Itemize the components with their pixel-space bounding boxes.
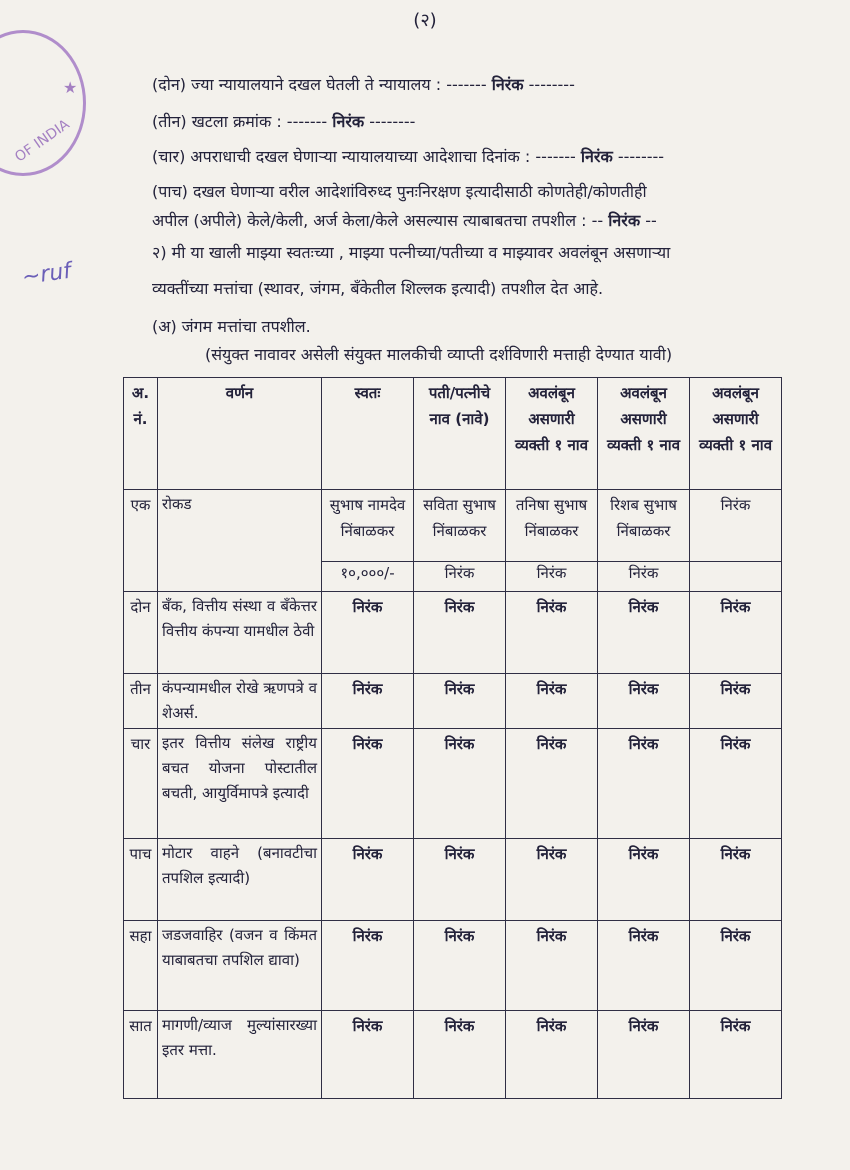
owner-name-cell: सविता सुभाष निंबाळकर	[414, 490, 506, 562]
table-row	[124, 1011, 782, 1099]
appeal-tail: --	[640, 211, 657, 230]
row-description: रोकड	[158, 490, 322, 592]
appeal-value: निरंक	[608, 211, 641, 230]
value-cell: निरंक	[414, 592, 506, 674]
header-dependent-1: अवलंबून असणारी व्यक्ती १ नाव	[506, 378, 598, 490]
case-number-value: निरंक	[332, 112, 365, 131]
value-cell: निरंक	[414, 729, 506, 839]
cash-amount-cell: निरंक	[414, 562, 506, 592]
signature: ~ruf	[20, 258, 73, 291]
star-icon: ★	[63, 78, 78, 97]
value-cell: निरंक	[690, 921, 782, 1011]
row-description: कंपन्यामधील रोखे ऋणपत्रे व शेअर्स.	[158, 674, 322, 729]
row-number: तीन	[124, 674, 158, 729]
value-cell: निरंक	[598, 592, 690, 674]
order-date-tail: --------	[612, 147, 665, 166]
movable-assets-heading: (अ) जंगम मत्तांचा तपशील.	[152, 317, 311, 336]
value-cell: निरंक	[690, 839, 782, 921]
header-dependent-2: अवलंबून असणारी व्यक्ती १ नाव	[598, 378, 690, 490]
header-dependent-3: अवलंबून असणारी व्यक्ती १ नाव	[690, 378, 782, 490]
header-serial: अ. नं.	[124, 378, 158, 490]
value-cell: निरंक	[506, 592, 598, 674]
value-cell: निरंक	[322, 729, 414, 839]
value-cell: निरंक	[690, 592, 782, 674]
case-number-line	[152, 111, 782, 133]
table-header-row	[124, 378, 782, 490]
section-2-line-1: २) मी या खाली माझ्या स्वतःच्या , माझ्या पत्नीच्या/पतीच्या व माझ्यावर अवलंबून असणाऱ्या	[152, 243, 671, 262]
court-line	[152, 74, 782, 96]
movable-assets-table	[123, 377, 782, 1099]
row-number: सात	[124, 1011, 158, 1099]
court-label: (दोन) ज्या न्यायालयाने दखल घेतली ते न्यायालय : -------	[152, 75, 492, 94]
table-row	[124, 839, 782, 921]
value-cell: निरंक	[322, 674, 414, 729]
joint-ownership-note: (संयुक्त नावावर असेली संयुक्त मालकीची व्याप्ती दर्शविणारी मत्ताही देण्यात यावी)	[205, 345, 673, 364]
row-description: जडजवाहिर (वजन व किंमत याबाबतचा तपशिल द्यावा)	[158, 921, 322, 1011]
case-number-label: (तीन) खटला क्रमांक : -------	[152, 112, 333, 131]
row-description: मागणी/व्याज मुल्यांसारख्या इतर मत्ता.	[158, 1011, 322, 1099]
value-cell: निरंक	[322, 1011, 414, 1099]
value-cell: निरंक	[598, 729, 690, 839]
table-row	[124, 674, 782, 729]
value-cell: निरंक	[322, 839, 414, 921]
order-date-value: निरंक	[580, 147, 613, 166]
order-date-label: (चार) अपराधाची दखल घेणाऱ्या न्यायालयाच्या आदेशाचा दिनांक : -------	[152, 147, 581, 166]
table-row	[124, 729, 782, 839]
value-cell: निरंक	[598, 839, 690, 921]
owner-name-cell: रिशब सुभाष निंबाळकर	[598, 490, 690, 562]
case-number-tail: --------	[364, 112, 416, 131]
owner-name-cell: निरंक	[690, 490, 782, 562]
value-cell: निरंक	[506, 729, 598, 839]
value-cell: निरंक	[322, 592, 414, 674]
owner-name-cell: तनिषा सुभाष निंबाळकर	[506, 490, 598, 562]
value-cell: निरंक	[690, 674, 782, 729]
value-cell: निरंक	[506, 921, 598, 1011]
row-number: एक	[124, 490, 158, 592]
value-cell: निरंक	[598, 1011, 690, 1099]
court-tail: --------	[523, 75, 575, 94]
notary-stamp	[0, 30, 86, 176]
value-cell: निरंक	[506, 674, 598, 729]
appeal-label: अपील (अपीले) केले/केली, अर्ज केला/केले असल्यास त्याबाबतचा तपशील : --	[152, 211, 609, 230]
court-value: निरंक	[491, 75, 524, 94]
value-cell: निरंक	[322, 921, 414, 1011]
header-spouse: पती/पत्नीचे नाव (नावे)	[414, 378, 506, 490]
row-number: सहा	[124, 921, 158, 1011]
row-description: बँक, वित्तीय संस्था व बँकेत्तर वित्तीय कंपन्या यामधील ठेवी	[158, 592, 322, 674]
order-date-line	[152, 146, 782, 168]
table-row	[124, 921, 782, 1011]
cash-amount-cell	[690, 562, 782, 592]
row-description: इतर वित्तीय संलेख राष्ट्रीय बचत योजना पोस्टातील बचती, आयुर्विमापत्रे इत्यादी	[158, 729, 322, 839]
value-cell: निरंक	[690, 1011, 782, 1099]
value-cell: निरंक	[414, 921, 506, 1011]
cash-amount-cell: निरंक	[506, 562, 598, 592]
stamp-text: OF INDIA	[12, 116, 73, 166]
row-number: चार	[124, 729, 158, 839]
value-cell: निरंक	[506, 1011, 598, 1099]
row-description: मोटार वाहने (बनावटीचा तपशिल इत्यादी)	[158, 839, 322, 921]
owner-name-cell: सुभाष नामदेव निंबाळकर	[322, 490, 414, 562]
value-cell: निरंक	[506, 839, 598, 921]
row-number: दोन	[124, 592, 158, 674]
value-cell: निरंक	[414, 839, 506, 921]
header-description: वर्णन	[158, 378, 322, 490]
value-cell: निरंक	[414, 674, 506, 729]
value-cell: निरंक	[414, 1011, 506, 1099]
appeal-line-2	[152, 210, 782, 232]
cash-amount-cell: निरंक	[598, 562, 690, 592]
row-number: पाच	[124, 839, 158, 921]
table-row	[124, 592, 782, 674]
table-row	[124, 490, 782, 562]
value-cell: निरंक	[598, 674, 690, 729]
appeal-line-1: (पाच) दखल घेणाऱ्या वरील आदेशांविरुध्द पुनःनिरक्षण इत्यादीसाठी कोणतेही/कोणतीही	[152, 182, 647, 201]
value-cell: निरंक	[598, 921, 690, 1011]
section-2-line-2: व्यक्तींच्या मत्तांचा (स्थावर, जंगम, बँकेतील शिल्लक इत्यादी) तपशील देत आहे.	[152, 279, 604, 298]
cash-amount-cell: १०,०००/-	[322, 562, 414, 592]
page-number: (२)	[413, 10, 437, 31]
header-self: स्वतः	[322, 378, 414, 490]
value-cell: निरंक	[690, 729, 782, 839]
